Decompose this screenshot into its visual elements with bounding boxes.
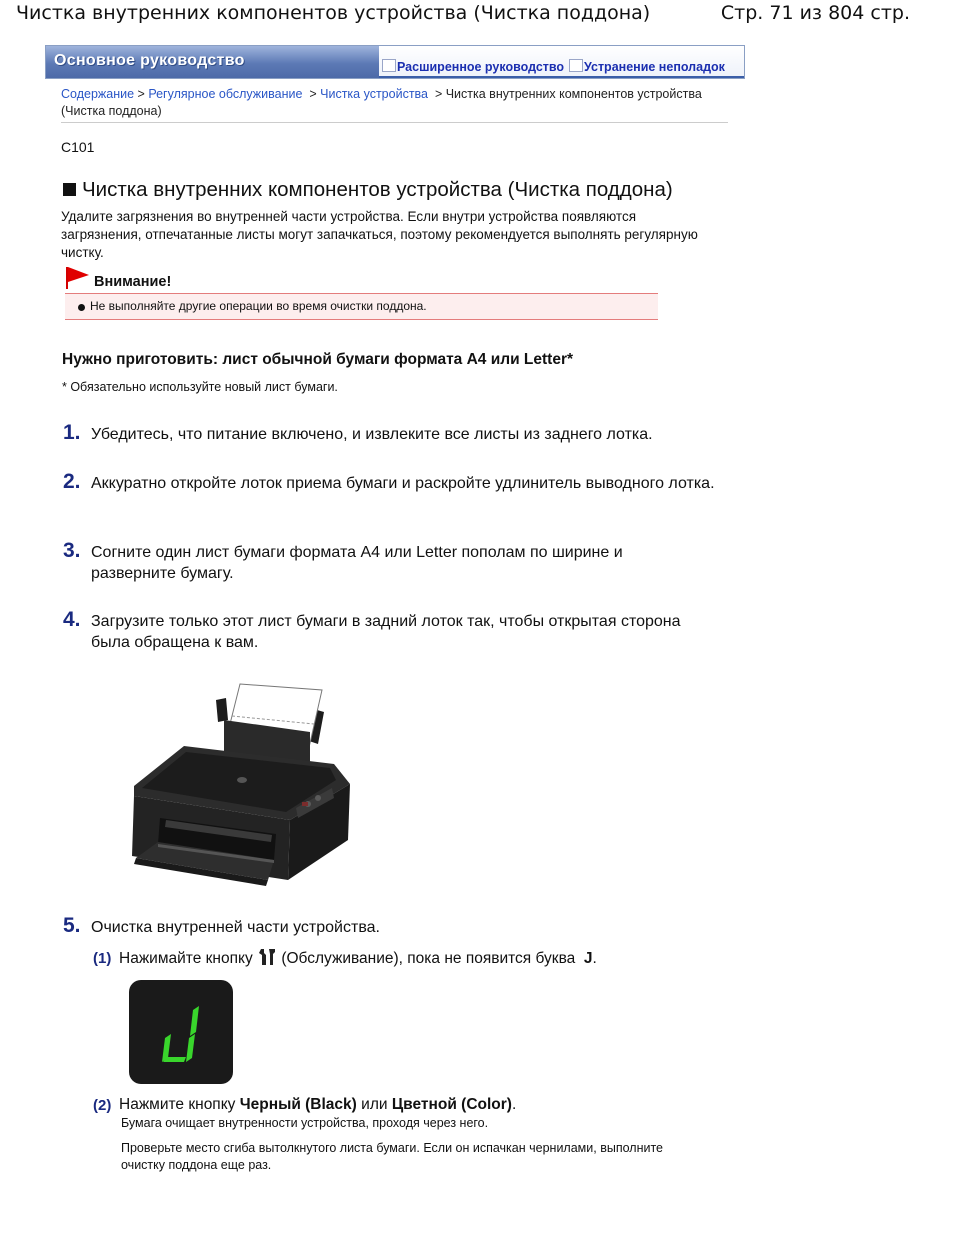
substep-number: (2) <box>93 1097 112 1114</box>
substep-text: Нажмите кнопку Черный (Black) или Цветной (Color). <box>119 1096 517 1113</box>
manual-navbar <box>45 45 745 79</box>
step-text: Загрузите только этот лист бумаги в задний лоток так, чтобы открытая сторона была обращена к вам. <box>91 613 681 651</box>
color-button-label: Цветной (Color) <box>391 1096 512 1113</box>
breadcrumb-maintenance[interactable]: Регулярное обслуживание <box>148 87 303 101</box>
warning-flag-icon <box>65 266 91 290</box>
requirements-heading: Нужно приготовить: лист обычной бумаги формата A4 или Letter* <box>62 351 574 368</box>
page-number: Стр. 71 из 804 стр. <box>720 2 910 24</box>
breadcrumb-cleaning[interactable]: Чистка устройства <box>320 87 428 101</box>
substep-note: Проверьте место сгиба вытолкнутого листа бумаги. Если он испачкан чернилами, выполните очистку поддона еще раз. <box>121 1141 663 1172</box>
page-title: Чистка внутренних компонентов устройства (Чистка поддона) <box>63 178 673 202</box>
intro-text: Удалите загрязнения во внутренней части устройства. Если внутри устройства появляются загрязнения, отпечатанные листы могут запачкаться, поэтому рекомендуется выполнять регулярную чистку. <box>61 209 698 260</box>
bullet-icon <box>78 304 85 311</box>
warning-text: Не выполняйте другие операции во время очистки поддона. <box>90 299 427 313</box>
breadcrumb: Содержание > Регулярное обслуживание > Чистка устройства > Чистка внутренних компонентов устройства (Чистка поддона) <box>61 86 728 123</box>
led-display <box>129 980 233 1084</box>
substep-number: (1) <box>93 950 112 967</box>
requirements-note: * Обязательно используйте новый лист бумаги. <box>62 380 338 394</box>
page-header-title: Чистка внутренних компонентов устройства (Чистка поддона) <box>16 2 651 24</box>
breadcrumb-contents[interactable]: Содержание <box>61 87 135 101</box>
step-text: Аккуратно откройте лоток приема бумаги и раскройте удлинитель выводного лотка. <box>91 475 715 492</box>
breadcrumb-current: Чистка внутренних компонентов устройства (Чистка поддона) <box>61 87 702 118</box>
tab-basic-guide[interactable] <box>46 46 379 78</box>
square-icon <box>569 59 583 72</box>
navbar-links <box>379 46 744 78</box>
step-number: 5. <box>63 914 81 937</box>
step-number: 1. <box>63 421 81 444</box>
black-button-label: Черный (Black) <box>239 1096 357 1113</box>
step-text: Очистка внутренней части устройства. <box>91 919 380 936</box>
tab-basic-guide-label: Основное руководство <box>54 52 245 69</box>
square-icon <box>382 59 396 72</box>
printer-illustration <box>128 680 354 892</box>
step-text: Убедитесь, что питание включено, и извлеките все листы из заднего лотка. <box>91 426 653 443</box>
substep-note: Бумага очищает внутренности устройства, проходя через него. <box>121 1116 489 1130</box>
step-text: Согните один лист бумаги формата A4 или Letter пополам по ширине и разверните бумагу. <box>91 544 623 582</box>
bullet-square-icon <box>63 183 76 196</box>
step-number: 3. <box>63 539 81 562</box>
page-code: C101 <box>61 139 95 155</box>
step-number: 4. <box>63 608 81 631</box>
warning-box <box>65 293 658 320</box>
link-troubleshooting[interactable]: Устранение неполадок <box>569 59 725 74</box>
step-number: 2. <box>63 470 81 493</box>
warning-heading: Внимание! <box>65 266 91 295</box>
link-advanced-guide[interactable]: Расширенное руководство <box>382 59 564 74</box>
substep-text: Нажимайте кнопку (Обслуживание), пока не появится буква J. <box>119 950 597 967</box>
maintenance-icon <box>257 948 277 966</box>
